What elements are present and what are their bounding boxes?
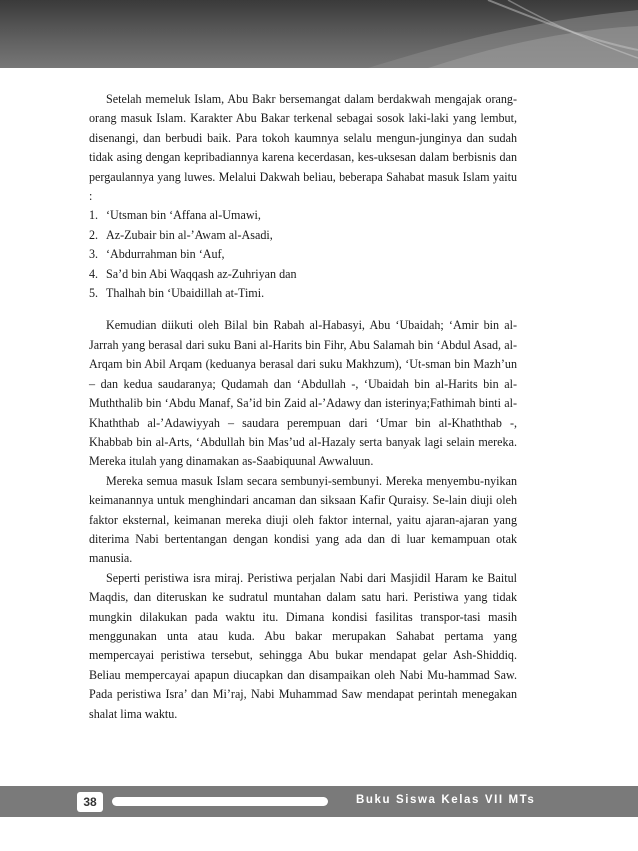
followers-paragraph: Kemudian diikuti oleh Bilal bin Rabah al-Habasyi, Abu ‘Ubaidah; ‘Amir bin al-Jarrah yang berasal dari suku Bani al-Harits bin Fihr, Abu Salamah bin ‘Abdul Asad, al-Arqam bin Abil Arqam (keduanya berasal dari suku Makhzum), ‘Ut-sman bin Mazh’un – dan kedua saudaranya; Qudamah dan ‘Abdullah -, ‘Ubaidah bin al-Harits bin al-Muththalib bin ‘Abdu Manaf, Sa’id bin Zaid al-’Adawy dan isterinya;Fathimah binti al-Khaththab al-’Adawiyyah – saudara perempuan dari ‘Umar bin al-Khaththab -, Khabbab bin al-Arts, ‘Abdullah bin Mas’ud al-Hazaly serta banyak lagi selain mereka. Mereka itulah yang dinamakan as-Saabiquunal Awwaluun. [89, 318, 517, 469]
list-item [89, 284, 517, 303]
footer-decorative-bar [112, 797, 328, 806]
sahabat-list [89, 206, 517, 303]
header-swoosh-decoration [338, 0, 638, 68]
intro-paragraph: Setelah memeluk Islam, Abu Bakr bersemangat dalam berdakwah mengajak orang-orang masuk Islam. Karakter Abu Bakar terkenal sebagai sosok laki-laki yang lembut, disenangi, dan berbudi baik. Para tokoh kaumnya selalu mengun-junginya dan sudah tidak asing dengan kepribadiannya karena kecerdasan, kes-uksesan dalam berbisnis dan pergaulannya yang luwes. Melalui Dakwah beliau, beberapa Sahabat masuk Islam yaitu : [89, 92, 517, 204]
list-number: 5. [89, 286, 99, 301]
book-title: Buku Siswa Kelas VII MTs [356, 794, 536, 806]
list-number: 4. [89, 266, 99, 281]
header-band [0, 0, 638, 68]
list-text: Thalhah bin ‘Ubaidillah at-Timi. [106, 286, 265, 301]
isra-miraj-paragraph: Seperti peristiwa isra miraj. Peristiwa perjalan Nabi dari Masjidil Haram ke Baitul Maqdis, dan diteruskan ke sudratul muntahan dalam satu hari. Peristiwa yang tidak mungkin dilakukan pada waktu itu. Dimana kondisi fasilitas transpor-tasi masih menggunakan unta atau kuda. Abu bakar merupakan Sahabat pertama yang mempercayai peristiwa tersebut, sehingga Abu bukar mendapat gelar Ash-Shiddiq. Beliau mempercayai apapun diucapkan dan disampaikan oleh Nabi Mu-hammad Saw. Pada peristiwa Isra’ dan Mi’raj, Nabi Muhammad Saw mendapat perintah menegakan shalat lima waktu. [89, 570, 517, 721]
page-number: 38 [77, 792, 103, 812]
list-text: ‘Utsman bin ‘Affana al-Umawi, [106, 208, 261, 223]
list-text: Az-Zubair bin al-’Awam al-Asadi, [106, 227, 273, 242]
list-number: 3. [89, 247, 99, 262]
list-text: ‘Abdurrahman bin ‘Auf, [106, 247, 225, 262]
list-item [89, 226, 517, 245]
list-number: 2. [89, 227, 99, 242]
list-item [89, 265, 517, 284]
list-item [89, 245, 517, 264]
list-item [89, 206, 517, 225]
list-number: 1. [89, 208, 99, 223]
secret-islam-paragraph: Mereka semua masuk Islam secara sembunyi-sembunyi. Mereka menyembu-nyikan keimanannya untuk menghindari ancaman dan siksaan Kafir Quraisy. Se-lain diuji oleh faktor eksternal, keimanan mereka diuji oleh faktor internal, yaitu ajaran-ajaran yang diterima Nabi bertentangan dengan kondisi yang ada dan di luar kemampuan otak manusia. [89, 473, 517, 566]
list-text: Sa’d bin Abi Waqqash az-Zuhriyan dan [106, 266, 297, 281]
page-body [89, 90, 517, 724]
